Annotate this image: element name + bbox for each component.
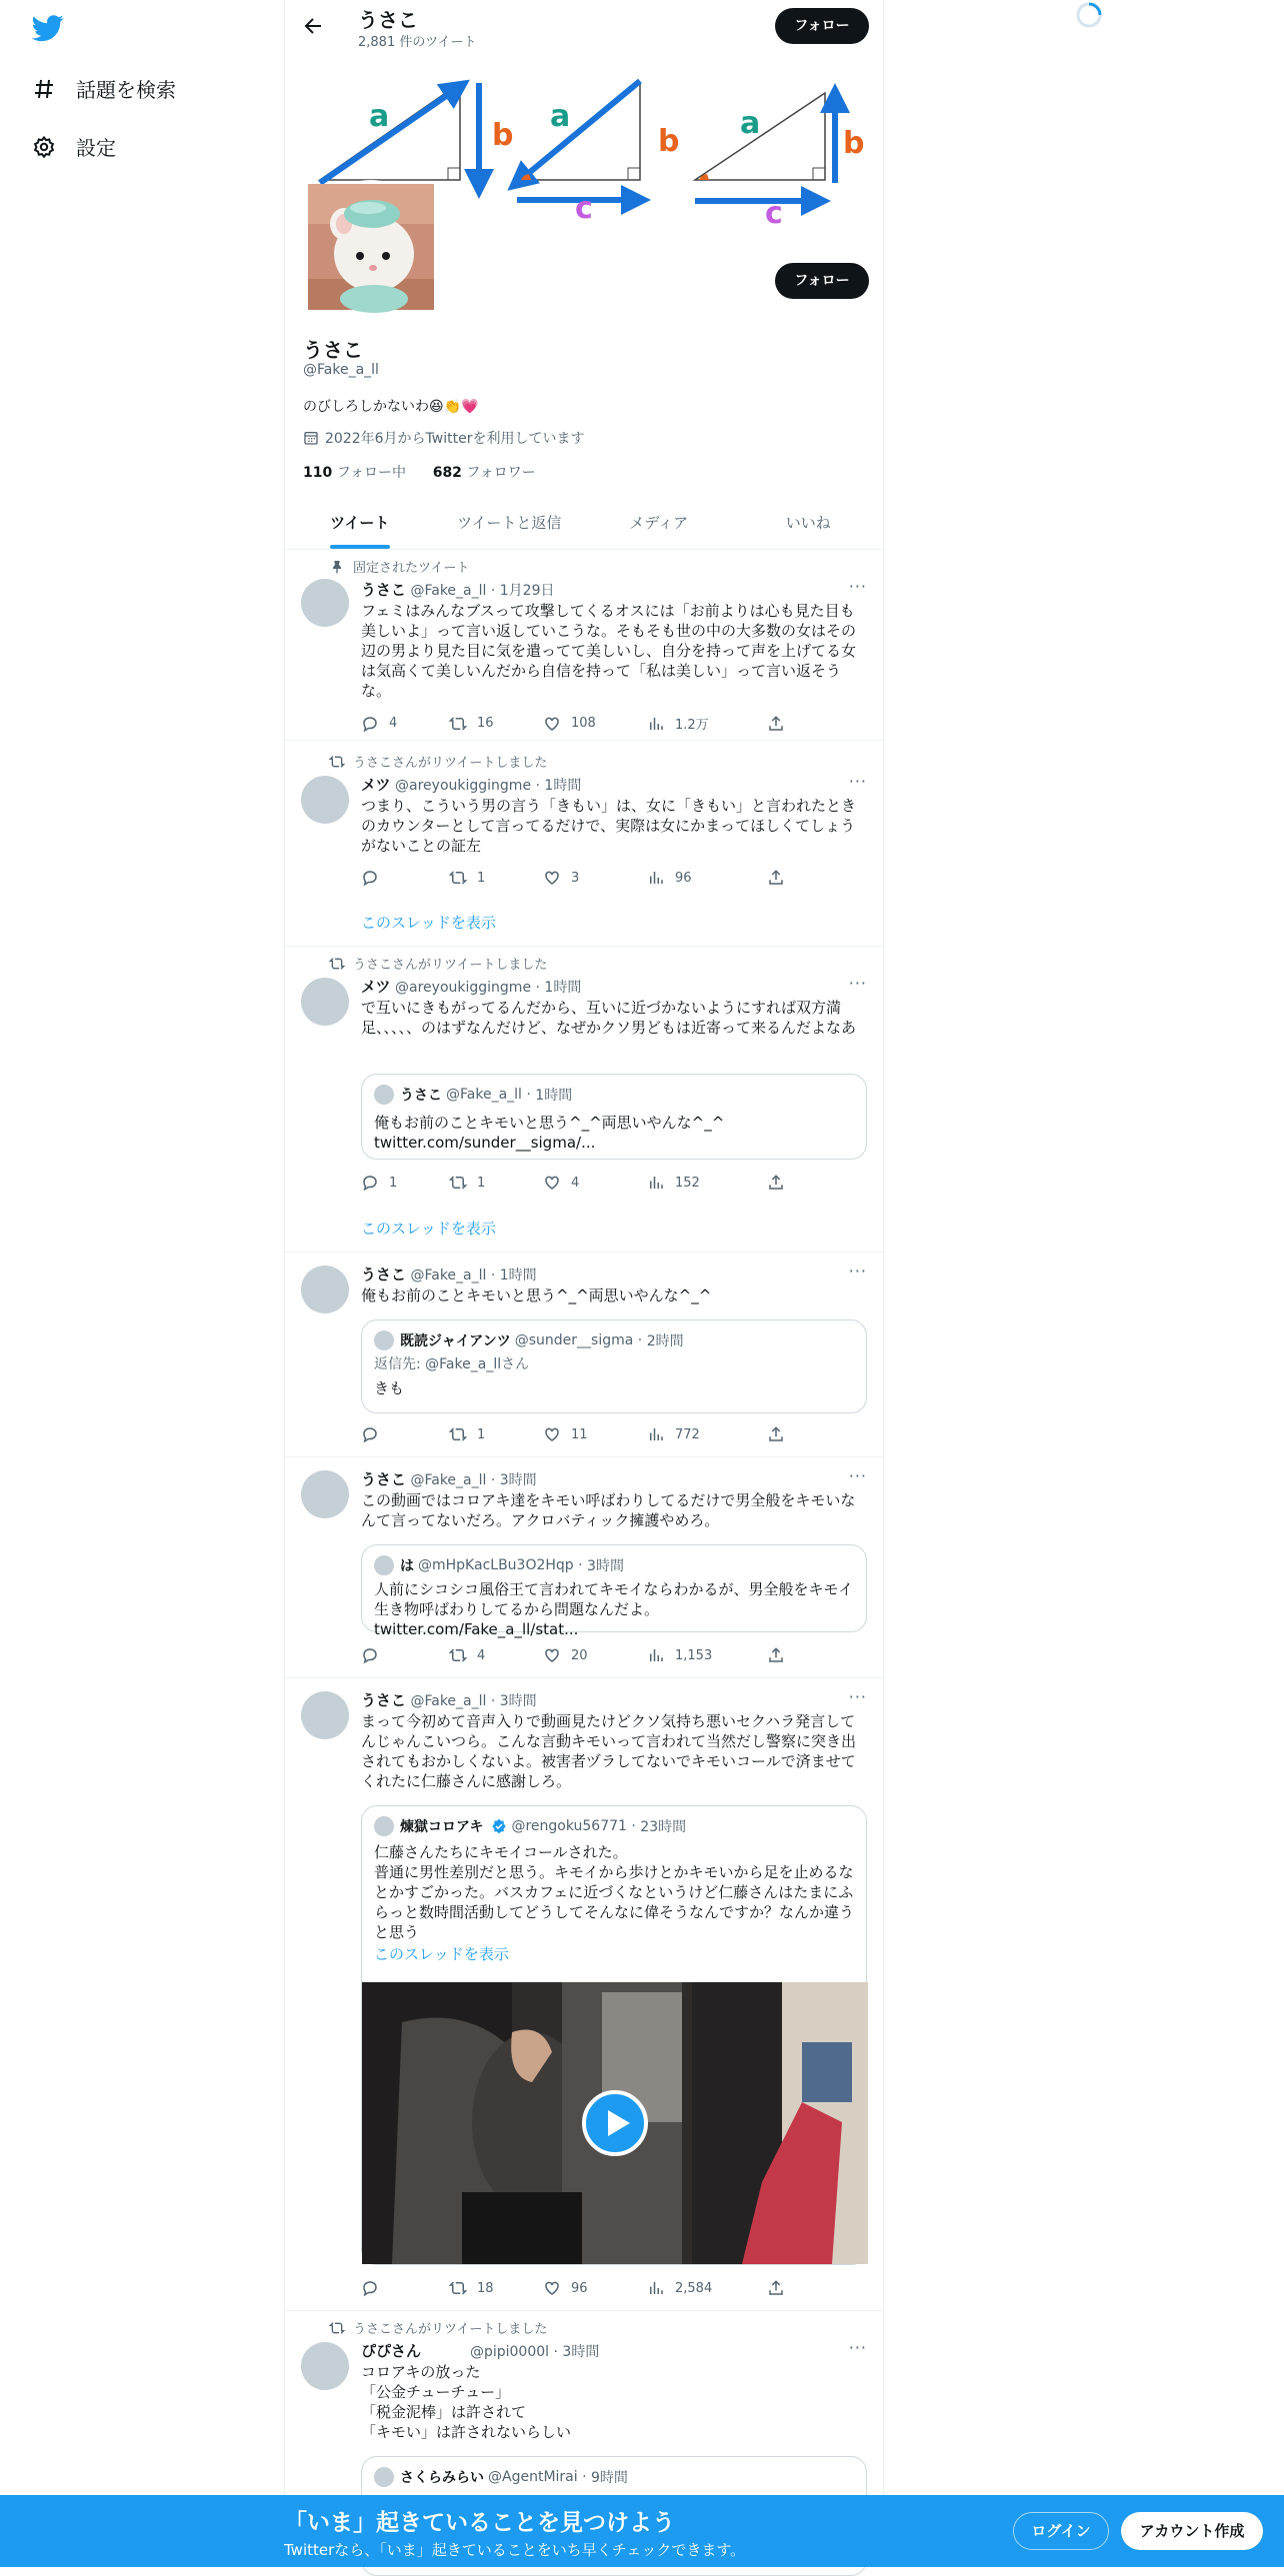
verified-badge-icon [491, 1818, 507, 1834]
reply-icon [361, 715, 379, 733]
quoted-tweet-text: 仁藤さんたちにキモイコールされた。 普通に男性差別だと思う。キモイから歩けとかキモいから足を止めるなとかすごかった。バスカフェに近づくなというけど仁藤さんはたまにふらっと数時間活動してどうしてそんなに偉そうなんですか？なんか違うと思う [374, 1843, 855, 1941]
view-count: 96 [675, 870, 692, 886]
followers-link[interactable] [433, 465, 536, 481]
views-chart-icon [647, 1425, 665, 1443]
tweet-text: フェミはみんなブスって攻撃してくるオスには「お前よりは心も見た目も美しいよ」って言い返していこうな。そもそも世の中の大多数の女はその辺の男より見た目に気を遣ってて美しいし、自分を持って声を上げてる女は気高くて美しいんだから自信を持って「私は美しい」って言い返そうな。 [361, 602, 857, 700]
tweet-author-handle[interactable]: @Fake_a_ll [410, 1268, 487, 1284]
heart-icon [543, 715, 561, 733]
tweet-actions [361, 869, 801, 887]
more-options-icon[interactable]: ··· [848, 1687, 867, 1706]
tweet-text: つまり、こういう男の言う「きもい」は、女に「きもい」と言われたときのカウンターとして言ってるだけで、実際は女にかまってほしくてしょうがないことの証左 [361, 797, 857, 855]
quoted-author-handle: @mHpKacLBu3O2Hqp [418, 1557, 574, 1573]
followers-label: フォロワー [466, 465, 536, 481]
view-count: 772 [675, 1426, 700, 1442]
header-follow-button[interactable]: フォロー [775, 8, 869, 44]
tweet-author-name[interactable]: うさこ [361, 1470, 407, 1488]
heart-icon [543, 1646, 561, 1664]
retweet-icon [329, 956, 345, 972]
reply-button[interactable] [361, 1174, 449, 1192]
views-chart-icon [647, 715, 665, 733]
tweet-context-label: うさこさんがリツイートしました [353, 756, 548, 771]
retweet-icon [329, 754, 345, 770]
quoted-author-handle: @AgentMirai [488, 2469, 578, 2485]
profile-joined-text: 2022年6月からTwitterを利用しています [325, 431, 585, 447]
retweet-button[interactable] [449, 1174, 543, 1192]
tweet[interactable] [285, 1458, 883, 1678]
play-button-icon[interactable] [582, 2090, 648, 2156]
banner-label: b [658, 124, 680, 159]
view-count: 1.2万 [675, 718, 709, 733]
share-icon [767, 2279, 785, 2297]
retweet-count: 1 [477, 1175, 486, 1191]
profile-timeline [284, 0, 884, 2567]
tweet-header: うさこ @Fake_a_ll · 3時間 [361, 1470, 537, 1488]
tweet-retweeted[interactable] [285, 948, 883, 1253]
tweet-pinned[interactable] [285, 551, 883, 741]
sidebar-item-explore[interactable] [32, 74, 176, 103]
profile-avatar[interactable] [304, 180, 438, 314]
quoted-author-name: 煉獄コロアキ [400, 1819, 484, 1835]
tweet-time[interactable]: 1時間 [499, 1268, 537, 1284]
like-button[interactable] [543, 1174, 647, 1192]
tweet-header: メツ @areyoukiggingme · 1時間 [361, 776, 582, 794]
tweet-context-label: うさこさんがリツイートしました [353, 958, 548, 973]
signup-button[interactable]: アカウント作成 [1121, 2512, 1263, 2550]
reply-icon [361, 1174, 379, 1192]
like-button[interactable] [543, 1425, 647, 1443]
tweet-author-handle[interactable]: @pipi0000l [469, 2344, 550, 2360]
view-count: 2,584 [675, 2280, 713, 2296]
avatar[interactable] [301, 978, 349, 1026]
retweet-button[interactable] [449, 1646, 543, 1664]
like-count: 96 [571, 2280, 588, 2296]
views-button[interactable] [647, 1425, 767, 1443]
like-button[interactable] [543, 1646, 647, 1664]
reply-button[interactable] [361, 1425, 449, 1443]
views-button[interactable] [647, 1174, 767, 1192]
quoted-tweet[interactable] [361, 1074, 867, 1160]
avatar[interactable] [301, 1266, 349, 1313]
share-button[interactable] [767, 869, 795, 887]
twitter-logo-icon[interactable] [30, 12, 66, 44]
show-thread-link[interactable]: このスレッドを表示 [361, 914, 496, 932]
signup-banner-title: 「いま」起きていることを見つけよう [284, 2510, 675, 2536]
quoted-tweet-header: 既読ジャイアンツ @sunder__sigma · 2時間 [374, 1330, 684, 1350]
quoted-tweet[interactable] [361, 1319, 867, 1413]
signup-banner-subtitle: Twitterなら、「いま」起きていることをいち早くチェックできます。 [284, 2541, 746, 2559]
retweet-count: 1 [477, 1426, 486, 1442]
tweet-actions [361, 1425, 801, 1443]
banner-label: b [492, 118, 514, 153]
tweet-context-label: うさこさんがリツイートしました [353, 2322, 548, 2337]
like-button[interactable] [543, 869, 647, 887]
banner-label: b [843, 126, 865, 161]
quoted-time: 2時間 [646, 1333, 684, 1349]
heart-icon [543, 2279, 561, 2297]
retweet-count: 1 [477, 870, 486, 886]
tweet-author-handle[interactable]: @Fake_a_ll [410, 1693, 487, 1709]
quoted-tweet-text: きも [374, 1379, 405, 1397]
tweet-author-name[interactable]: うさこ [361, 581, 407, 599]
avatar[interactable] [301, 776, 349, 824]
profile-follow-stats [303, 462, 536, 482]
views-button[interactable] [647, 714, 767, 733]
followers-count: 682 [432, 465, 462, 481]
retweet-icon [449, 1646, 467, 1664]
login-button[interactable]: ログイン [1013, 2512, 1109, 2550]
following-count: 110 [303, 465, 333, 481]
quoted-author-handle: @Fake_a_ll [446, 1087, 522, 1103]
banner-label: c [575, 191, 593, 226]
tweet-context-label: 固定されたツイート [353, 561, 470, 576]
tweet-header: うさこ @Fake_a_ll · 3時間 [361, 1691, 537, 1709]
reply-icon [361, 2279, 379, 2297]
reply-icon [361, 1646, 379, 1664]
reply-icon [361, 1425, 379, 1443]
profile-joined [303, 428, 584, 448]
avatar [374, 2467, 394, 2487]
more-options-icon[interactable]: ··· [848, 1262, 867, 1281]
share-icon [767, 1425, 785, 1443]
tweet-author-handle[interactable]: @areyoukiggingme [395, 980, 532, 996]
banner-label: c [765, 196, 783, 231]
tweet-author-name[interactable]: メツ [361, 776, 391, 794]
hashtag-icon [32, 77, 56, 101]
quoted-author-name: 既読ジャイアンツ [400, 1333, 511, 1349]
profile-follow-button[interactable]: フォロー [775, 263, 869, 299]
avatar[interactable] [301, 1691, 349, 1739]
quoted-show-thread-link[interactable]: このスレッドを表示 [374, 1945, 509, 1963]
tweet-actions [361, 1174, 801, 1192]
tweet-header: ぴぴさん @pipi0000l · 3時間 [361, 2342, 600, 2360]
retweet-icon [449, 715, 467, 733]
tweet-context [329, 752, 547, 771]
share-icon [767, 1646, 785, 1664]
tab-tweets[interactable]: ツイート [285, 498, 435, 549]
share-button[interactable] [767, 1646, 795, 1664]
heart-icon [543, 869, 561, 887]
quoted-author-name: さくらみらい [400, 2470, 484, 2486]
tweet-context [329, 557, 469, 576]
share-button[interactable] [767, 2279, 795, 2297]
tweet-actions [361, 2279, 801, 2297]
quoted-tweet[interactable] [361, 1544, 867, 1638]
reply-button[interactable] [361, 714, 449, 733]
calendar-icon [303, 430, 319, 446]
views-button[interactable] [647, 1646, 767, 1664]
heart-icon [543, 1425, 561, 1443]
like-button[interactable] [543, 714, 647, 733]
quoted-author-handle: @sunder__sigma [514, 1332, 634, 1348]
tweet-context [329, 954, 547, 973]
quoted-time: 1時間 [535, 1088, 573, 1104]
quoted-tweet-text: 俺もお前のことキモいと思う^_^両思いやんな^_^ twitter.com/sunder__sigma/... [374, 1114, 725, 1152]
retweet-icon [449, 1174, 467, 1192]
tweet-time[interactable]: 1月29日 [499, 583, 555, 599]
profile-handle: @Fake_a_ll [303, 362, 379, 378]
view-count: 152 [675, 1175, 700, 1191]
tweet-header: メツ @areyoukiggingme · 1時間 [361, 978, 582, 996]
more-options-icon[interactable]: ··· [848, 1466, 867, 1485]
more-options-icon[interactable]: ··· [848, 772, 867, 791]
share-icon [767, 869, 785, 887]
following-link[interactable] [303, 465, 406, 481]
retweet-button[interactable] [449, 1425, 543, 1443]
tweet[interactable] [285, 1679, 883, 2311]
quoted-tweet-header: さくらみらい @AgentMirai · 9時間 [374, 2467, 628, 2487]
reply-button[interactable] [361, 2279, 449, 2297]
like-count: 11 [571, 1426, 588, 1442]
tweet-text: 俺もお前のことキモいと思う^_^両思いやんな^_^ [361, 1287, 712, 1304]
tweet-time[interactable]: 3時間 [562, 2344, 600, 2360]
reply-button[interactable] [361, 869, 449, 887]
quoted-author-name: は [400, 1558, 414, 1574]
tweet-author-name[interactable]: ぴぴさん [361, 2342, 422, 2360]
view-count: 1,153 [675, 1647, 713, 1663]
quoted-tweet-text: 人前にシコシコ風俗王て言われてキモイならわかるが、男全般をキモイ生き物呼ばわりしてるから問題なんだよ。 twitter.com/Fake_a_ll/stat... [374, 1580, 854, 1638]
tweet-retweeted[interactable] [285, 742, 883, 947]
like-button[interactable] [543, 2279, 647, 2297]
tweet-text: コロアキの放った 「公金チューチュー」 「税金泥棒」は許されて 「キモい」は許されないらしい [361, 2363, 572, 2441]
retweet-icon [329, 2320, 345, 2336]
header-profile-name: うさこ [358, 10, 418, 32]
quoted-tweet-header: うさこ @Fake_a_ll · 1時間 [374, 1085, 572, 1105]
more-options-icon[interactable]: ··· [848, 577, 867, 596]
quoted-tweet-header: 煉獄コロアキ @rengoku56771 · 23時間 [374, 1816, 686, 1836]
profile-bio: のびしろしかないわ😆👏💗 [303, 399, 479, 415]
retweet-icon [449, 869, 467, 887]
tweet-author-name[interactable]: うさこ [361, 1691, 407, 1709]
tweet-actions [361, 1646, 801, 1664]
retweet-count: 4 [477, 1647, 486, 1663]
header-tweet-count: 2,881 件のツイート [358, 35, 477, 50]
share-button[interactable] [767, 1174, 795, 1192]
pin-icon [329, 559, 345, 575]
avatar [374, 1555, 394, 1575]
like-count: 20 [571, 1647, 588, 1663]
share-icon [767, 1174, 785, 1192]
tweet-context [329, 2318, 547, 2337]
avatar[interactable] [301, 2342, 349, 2390]
sidebar-item-label: 話題を検索 [76, 78, 176, 102]
retweet-icon [449, 2279, 467, 2297]
quoted-time: 23時間 [640, 1819, 687, 1835]
tweet-time[interactable]: 3時間 [499, 1693, 537, 1709]
profile-name: うさこ [303, 338, 363, 362]
views-chart-icon [647, 869, 665, 887]
sidebar-item-settings[interactable] [32, 132, 116, 161]
like-count: 3 [571, 870, 580, 886]
tab-tweets-and-replies[interactable]: ツイートと返信 [457, 514, 562, 532]
share-button[interactable] [767, 1425, 795, 1443]
avatar [374, 1330, 394, 1350]
left-sidebar [0, 0, 284, 2567]
share-button[interactable] [767, 714, 795, 733]
banner-label: a [369, 99, 390, 134]
tweet-text: この動画ではコロアキ達をキモい呼ばわりしてるだけで男全般をキモいなんて言ってないだろ。アクロバティック擁護やめろ。 [361, 1491, 856, 1529]
loading-spinner-icon [1074, 0, 1104, 30]
quoted-time: 3時間 [587, 1558, 624, 1574]
signup-banner [0, 2495, 1284, 2567]
retweet-count: 16 [477, 716, 494, 731]
tweet-time[interactable]: 3時間 [499, 1472, 537, 1488]
views-button[interactable] [647, 2279, 767, 2297]
tweet-time[interactable]: 1時間 [544, 980, 582, 996]
tweet-text: まって今初めて音声入りで動画見たけどクソ気持ち悪いセクハラ発言してんじゃんこいつら。こんな言動キモいって言われて当然だし警察に突き出されてもおかしくないよ。被害者ヅラしてないでキモいコールで済ませてくれたに仁藤さんに感謝しろ。 [361, 1712, 857, 1790]
avatar[interactable] [301, 1470, 349, 1518]
avatar [374, 1085, 394, 1105]
sidebar-item-label: 設定 [76, 136, 116, 160]
views-chart-icon [647, 2279, 665, 2297]
more-options-icon[interactable]: ··· [848, 2338, 867, 2357]
quoted-reply-to: 返信先: @Fake_a_llさん [374, 1356, 530, 1372]
following-label: フォロー中 [336, 465, 406, 481]
tweet-author-handle[interactable]: @areyoukiggingme [395, 778, 532, 794]
views-chart-icon [647, 1646, 665, 1664]
like-count: 108 [571, 716, 596, 731]
tweet-text: で互いにきもがってるんだから、互いに近づかないようにすれば双方満足、、、、、のはずなんだけど、なぜかクソ男どもは近寄って来るんだよなあ [361, 999, 857, 1037]
tweet-author-name[interactable]: メツ [361, 978, 391, 996]
back-arrow-icon[interactable] [301, 14, 325, 38]
like-count: 4 [571, 1175, 580, 1191]
retweet-button[interactable] [449, 2279, 543, 2297]
quoted-time: 9時間 [591, 2470, 628, 2486]
show-thread-link[interactable]: このスレッドを表示 [361, 1220, 496, 1238]
retweet-button[interactable] [449, 869, 543, 887]
profile-tabs [285, 498, 883, 550]
avatar [374, 1816, 394, 1836]
reply-count: 4 [389, 716, 398, 731]
retweet-button[interactable] [449, 714, 543, 733]
tweet-actions [361, 714, 801, 733]
tweet-time[interactable]: 1時間 [544, 778, 582, 794]
reply-button[interactable] [361, 1646, 449, 1664]
heart-icon [543, 1174, 561, 1192]
tweet-header: うさこ @Fake_a_ll · 1時間 [361, 1266, 537, 1284]
tweet[interactable] [285, 1254, 883, 1457]
profile-header-bar [285, 0, 883, 53]
tab-media[interactable]: メディア [629, 514, 689, 532]
quoted-author-handle: @rengoku56771 [511, 1818, 627, 1834]
tweet-header: うさこ @Fake_a_ll · 1月29日 [361, 581, 555, 599]
tweet-author-handle[interactable]: @Fake_a_ll [410, 1472, 487, 1488]
banner-label: a [740, 106, 761, 141]
retweet-icon [449, 1425, 467, 1443]
retweet-count: 18 [477, 2280, 494, 2296]
share-icon [767, 715, 785, 733]
banner-label: a [550, 99, 571, 134]
quoted-tweet-header: は @mHpKacLBu3O2Hqp · 3時間 [374, 1555, 624, 1575]
tweet-author-name[interactable]: うさこ [361, 1266, 407, 1284]
reply-icon [361, 869, 379, 887]
gear-icon [32, 135, 56, 159]
views-button[interactable] [647, 869, 767, 887]
reply-count: 1 [389, 1175, 398, 1191]
quoted-author-name: うさこ [400, 1088, 442, 1104]
views-chart-icon [647, 1174, 665, 1192]
tweet-author-handle[interactable]: @Fake_a_ll [410, 583, 487, 599]
quoted-tweet[interactable] [361, 1805, 867, 2265]
video-player[interactable] [362, 1982, 866, 2264]
more-options-icon[interactable]: ··· [848, 974, 867, 993]
tab-likes[interactable]: いいね [785, 514, 831, 532]
avatar[interactable] [301, 579, 349, 627]
